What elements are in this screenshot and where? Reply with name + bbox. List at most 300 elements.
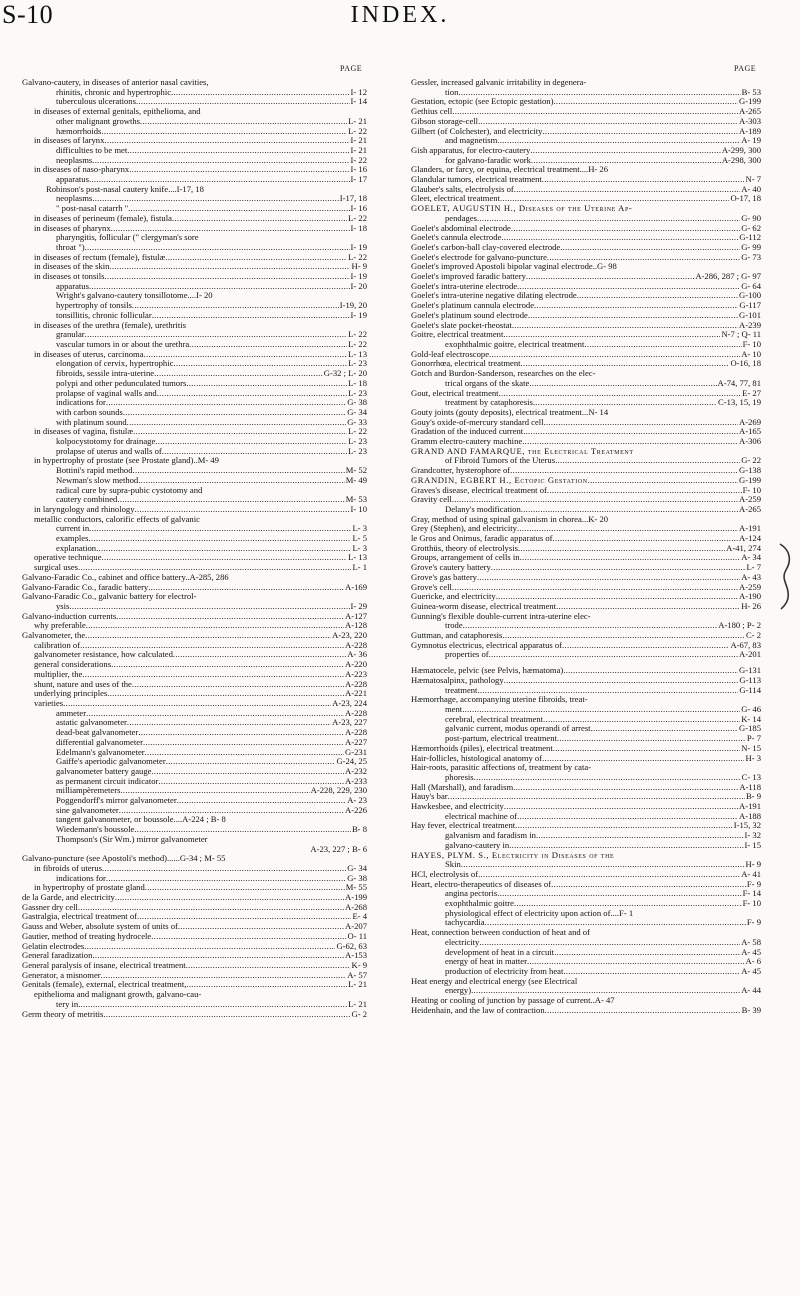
index-entry-text: in fibroids of uterus ..... [34, 864, 367, 873]
index-entry [22, 398, 367, 408]
index-entry-page-ref: C-13, 15, 19 [718, 398, 761, 408]
index-entry [22, 786, 367, 796]
index-entry-text: for galvano-faradic work ..... [445, 156, 761, 165]
index-entry-text: neoplasms ..... [56, 194, 367, 203]
index-entry-text: Galvano-Faradic Co., faradic battery ..... [22, 583, 367, 592]
index-entry-text: Germ theory of metritis ..... [22, 1010, 367, 1019]
index-entry-page-ref: G-101 [739, 310, 761, 320]
index-entry-page-ref: L- 3 [352, 543, 367, 553]
index-entry [22, 854, 367, 864]
index-entry [22, 1000, 367, 1010]
page-title: INDEX. [350, 2, 450, 28]
index-entry-page-ref: B- 9 [745, 792, 761, 802]
index-entry-page-ref: A-191 [739, 802, 761, 812]
right-column-page-label: PAGE [734, 64, 757, 73]
index-entry-page-ref: N- 15 [741, 743, 761, 753]
index-entry [411, 88, 761, 98]
index-entry-page-ref: I- 18 [350, 223, 367, 233]
index-entry-text: Genitals (female), external, electrical treatment, ..... [22, 980, 367, 989]
index-entry [411, 321, 761, 331]
index-entry-text: Hauy's bar ..... [411, 792, 761, 801]
index-entry [411, 369, 761, 379]
index-entry-page-ref: L- 1 [352, 563, 367, 573]
index-entry [411, 831, 761, 841]
index-entry [411, 821, 761, 831]
index-entry-page-ref: I- 19 [350, 242, 367, 252]
index-entry-text: Galvano-Faradic Co., galvanic battery for electrol- [22, 591, 197, 602]
index-entry-text: in diseases of pharynx ..... [34, 224, 367, 233]
index-entry [22, 389, 367, 399]
index-entry-text: Heat energy and electrical energy (see Electrical [411, 975, 578, 986]
index-entry [22, 757, 367, 767]
index-entry-text: Guinea-worm disease, electrical treatment ..... [411, 602, 761, 611]
index-entry-page-ref: G-185 [739, 724, 761, 734]
index-entry [22, 815, 367, 825]
index-entry-text: exophthalmic goitre ..... [445, 899, 761, 908]
index-entry-page-ref: I- 17 [350, 175, 367, 185]
index-entry [411, 715, 761, 725]
index-entry-text: Goitre, electrical treatment ..... [411, 330, 761, 339]
index-entry [411, 695, 761, 705]
index-entry-page-ref: G-113 [739, 675, 761, 685]
index-entry-page-ref: A-190 [739, 592, 761, 602]
index-entry-page-ref: A-221 [345, 689, 367, 699]
index-entry-page-ref: A-169 [345, 582, 367, 592]
index-entry-page-ref: K- 9 [351, 960, 367, 970]
index-entry [411, 724, 761, 734]
index-entry [22, 146, 367, 156]
index-entry-page-ref: A- 58 [741, 937, 761, 947]
index-entry-page-ref: M- 53 [345, 495, 367, 505]
index-entry-text: Gymnotus electricus, electrical apparatus of ..... [411, 641, 761, 650]
index-entry-page-ref: L- 7 [746, 563, 761, 573]
index-entry-text: Gauss and Weber, absolute system of units of ..... [22, 922, 367, 931]
index-entry-text: Heating or cooling of junction by passage of current..A- 47 [411, 995, 615, 1006]
index-entry-text: tachycardia ..... [445, 918, 761, 927]
index-entry-text: Goelet's platinum cannula electrode ..... [411, 301, 761, 310]
index-entry [22, 951, 367, 961]
index-entry-page-ref: L- 21 [348, 116, 367, 126]
index-entry-page-ref: H- 26 [741, 601, 761, 611]
index-entry-text: Grove's cautery battery ..... [411, 563, 761, 572]
index-entry [411, 272, 761, 282]
index-entry-text: Gravity cell ..... [411, 495, 761, 504]
index-entry-text: tery in ..... [56, 1000, 367, 1009]
index-entry [411, 524, 761, 534]
index-entry-page-ref: I- 22 [350, 155, 367, 165]
index-entry-text: tangent galvanometer, or boussole....A-224 ; B- 8 [56, 814, 226, 825]
index-entry-text: difficulties to be met ..... [56, 146, 367, 155]
index-entry [411, 553, 761, 563]
index-entry-text: in diseases of the urethra (female), urethritis [34, 319, 187, 330]
index-entry-text: Grotthüs, theory of electrolysis ..... [411, 544, 761, 553]
index-entry-page-ref: A- 45 [741, 947, 761, 957]
index-entry-page-ref: M- 49 [345, 475, 367, 485]
index-entry-text: indications for ..... [56, 398, 367, 407]
index-entry-page-ref: G- 34 [347, 863, 367, 873]
index-entry-text: current in ..... [56, 524, 367, 533]
index-entry-text: Graves's disease, electrical treatment of ..... [411, 486, 761, 495]
index-entry [22, 922, 367, 932]
index-entry [411, 631, 761, 641]
index-entry-page-ref: F- 10 [742, 485, 761, 495]
index-entry-text: Hair-follicles, histological anatomy of ..... [411, 754, 761, 763]
index-entry [22, 253, 367, 263]
index-entry-page-ref: A-201 [739, 650, 761, 660]
index-entry-page-ref: H- 9 [351, 262, 367, 272]
index-entry-page-ref: A-41, 274 [726, 543, 761, 553]
index-entry [22, 660, 367, 670]
index-entry-page-ref: I- 20 [350, 281, 367, 291]
index-entry [22, 612, 367, 622]
index-entry [411, 957, 761, 967]
index-entry [411, 948, 761, 958]
index-entry-text: Gaiffe's aperiodic galvanometer ..... [56, 757, 367, 766]
index-entry [411, 977, 761, 987]
index-entry-page-ref: A-228, 229, 230 [310, 786, 367, 796]
index-entry-text: Skin ..... [445, 860, 761, 869]
index-entry-text: Guericke, and electricity ..... [411, 592, 761, 601]
index-entry-text: pendages ..... [445, 214, 761, 223]
index-entry [411, 97, 761, 107]
index-entry-page-ref: G-131 [739, 666, 761, 676]
index-entry [411, 544, 761, 554]
index-entry-text: polypi and other pedunculated tumors ..... [56, 379, 367, 388]
index-entry [22, 204, 367, 214]
index-entry-page-ref: F- 10 [742, 339, 761, 349]
index-entry [22, 990, 367, 1000]
index-entry-text: development of heat in a circuit ..... [445, 948, 761, 957]
index-entry-page-ref: G-138 [739, 466, 761, 476]
index-entry-page-ref: A- 19 [741, 136, 761, 146]
index-entry-text: Hæmatosalpinx, pathology ..... [411, 676, 761, 685]
index-entry-text: Newman's slow method ..... [56, 476, 367, 485]
index-entry-page-ref: A-259 [739, 495, 761, 505]
index-entry-text: Gilbert (of Colchester), and electricity ..... [411, 127, 761, 136]
index-entry [22, 243, 367, 253]
index-entry-text: Gonorrhœa, electrical treatment ..... [411, 359, 761, 368]
index-entry-text: metallic conductors, calorific effects of galvanic [34, 513, 200, 524]
index-entry-text: galvano-cautery in ..... [445, 841, 761, 850]
index-entry-page-ref: G-112 [739, 233, 761, 243]
index-entry-text: Hawkesbee, and electricity ..... [411, 802, 761, 811]
index-entry [22, 748, 367, 758]
index-entry-text: in diseases of vagina, fistulæ ..... [34, 427, 367, 436]
index-entry-text: GRANDIN, EGBERT H., Ectopic Gestation ..... [411, 476, 761, 485]
index-entry-page-ref: C- 2 [745, 631, 761, 641]
index-entry-page-ref: A-228 [345, 679, 367, 689]
index-entry-text: Hæmorrhage, accompanying uterine fibroids, treat- [411, 694, 588, 705]
index-entry-page-ref: O-17, 18 [730, 194, 761, 204]
index-entry-page-ref: I- 21 [350, 145, 367, 155]
index-entry-text: Heat, connection between conduction of heat and of [411, 927, 590, 938]
index-entry-text: Goelet's cannula electrode ..... [411, 233, 761, 242]
index-entry-text: elongation of cervix, hypertrophic ..... [56, 359, 367, 368]
index-entry [411, 889, 761, 899]
index-entry-page-ref: L- 3 [352, 524, 367, 534]
index-entry-page-ref: A-128 [345, 621, 367, 631]
index-entry [411, 909, 761, 919]
index-entry-page-ref: G- 33 [347, 417, 367, 427]
index-entry [411, 792, 761, 802]
index-entry-text: Galvano-induction currents ..... [22, 612, 367, 621]
index-entry-text: treatment ..... [445, 686, 761, 695]
index-entry-page-ref: A- 44 [741, 986, 761, 996]
index-entry-text: neoplasms ..... [56, 156, 367, 165]
index-entry-text: with carbon sounds ..... [56, 408, 367, 417]
index-entry-text: tonsillitis, chronic follicular ..... [56, 311, 367, 320]
margin-pencil-mark [778, 540, 794, 610]
index-entry [22, 418, 367, 428]
index-entry-page-ref: G-199 [739, 475, 761, 485]
index-entry [22, 156, 367, 166]
index-entry-text: Gunning's flexible double-current intra-uterine elec- [411, 610, 591, 621]
index-entry-text: Galvanometer, the ..... [22, 631, 367, 640]
index-entry [411, 860, 761, 870]
index-entry-page-ref: L- 21 [348, 999, 367, 1009]
index-entry-text: rhinitis, chronic and hypertrophic ..... [56, 88, 367, 97]
index-entry [411, 851, 761, 861]
index-entry-page-ref: F- 14 [742, 889, 761, 899]
index-entry-page-ref: A-306 [739, 437, 761, 447]
index-entry [22, 961, 367, 971]
index-entry [411, 107, 761, 117]
index-entry-page-ref: I-15, 32 [733, 821, 761, 831]
index-entry-page-ref: L- 5 [352, 534, 367, 544]
index-entry-text: Wright's galvano-cautery tonsillotome....I- 20 [56, 290, 213, 301]
index-entry-text: Heidenhain, and the law of contraction ..... [411, 1006, 761, 1015]
index-entry [411, 146, 761, 156]
index-entry-text: Goelet's electrode for galvano-puncture ..... [411, 253, 761, 262]
index-entry-text: Goelet's intra-uterine electrode ..... [411, 282, 761, 291]
index-entry-page-ref: A-67, 83 [730, 640, 761, 650]
index-entry [411, 175, 761, 185]
index-entry-text: prolapse of uterus and walls of ..... [56, 447, 367, 456]
index-entry-page-ref: A- 23 [347, 796, 367, 806]
index-entry [22, 233, 367, 243]
index-entry-text: sine galvanometer ..... [56, 806, 367, 815]
index-entry-text: Glauber's salts, electrolysis of ..... [411, 185, 761, 194]
index-entry [22, 942, 367, 952]
index-entry [411, 621, 761, 631]
index-entry-text: calibration of ..... [34, 641, 367, 650]
index-entry-text: Gotch and Burdon-Sanderson, researches on the elec- [411, 368, 596, 379]
index-entry [22, 718, 367, 728]
index-entry-text: Glanders, or farcy, or equina, electrical treatment....H- 26 [411, 164, 609, 175]
index-entry-page-ref: A-232 [345, 766, 367, 776]
page-header [0, 0, 800, 40]
index-entry-page-ref: G- 2 [351, 1009, 367, 1019]
index-entry-text: Gray, method of using spinal galvanism in chorea...K- 20 [411, 513, 609, 524]
index-entry [22, 670, 367, 680]
index-entry [411, 185, 761, 195]
index-entry [411, 928, 761, 938]
index-entry-page-ref: A-191 [739, 524, 761, 534]
index-entry-page-ref: G- 99 [741, 242, 761, 252]
index-entry-text: Robinson's post-nasal cautery knife....I-17, 18 [46, 183, 204, 194]
index-entry-page-ref: A-23, 227 [332, 718, 367, 728]
index-entry-text: vascular tumors in or about the urethra ..... [56, 340, 367, 349]
index-entry [22, 262, 367, 272]
index-entry-text: tion ..... [445, 88, 761, 97]
index-entry [22, 796, 367, 806]
index-entry [411, 802, 761, 812]
index-entry-page-ref: H- 9 [745, 860, 761, 870]
index-entry [22, 709, 367, 719]
index-entry-text: Gold-leaf electroscope ..... [411, 350, 761, 359]
index-entry-text: phoresis ..... [445, 773, 761, 782]
index-entry [22, 340, 367, 350]
index-entry-text: Hair-roots, parasitic affections of, treatment by cata- [411, 762, 592, 773]
index-entry [411, 311, 761, 321]
index-entry-text: throat ") ..... [56, 243, 367, 252]
index-entry-text: galvanometer battery gauge ..... [56, 767, 367, 776]
index-entry [411, 447, 761, 457]
index-entry [22, 272, 367, 282]
index-entry-page-ref: M- 52 [345, 466, 367, 476]
index-entry [411, 301, 761, 311]
index-entry-text: Generator, a misnomer ..... [22, 971, 367, 980]
index-entry [22, 301, 367, 311]
index-entry-page-ref: A-180 ; P- 2 [718, 621, 761, 631]
index-entry-page-ref: I- 21 [350, 136, 367, 146]
index-entry-page-ref: A- 10 [741, 349, 761, 359]
index-entry-text: apparatus ..... [56, 175, 367, 184]
index-entry-text: indications for ..... [56, 874, 367, 883]
index-entry-text: prolapse of vaginal walls and ..... [56, 389, 367, 398]
index-entry [22, 107, 367, 117]
index-entry-page-ref: G-199 [739, 97, 761, 107]
index-entry [22, 689, 367, 699]
index-entry-text: other malignant growths ..... [56, 117, 367, 126]
index-entry [411, 224, 761, 234]
index-entry [411, 427, 761, 437]
index-entry [22, 117, 367, 127]
index-entry-text: in diseases ot tonsils ..... [34, 272, 367, 281]
index-entry-page-ref: L- 22 [348, 339, 367, 349]
index-entry-page-ref: A-286, 287 ; G- 97 [695, 272, 761, 282]
index-entry [22, 903, 367, 913]
index-entry [22, 932, 367, 942]
index-entry [22, 621, 367, 631]
index-entry-page-ref: A- 34 [741, 553, 761, 563]
index-entry-page-ref: A-265 [739, 504, 761, 514]
index-entry [22, 534, 367, 544]
index-entry-text: Gastralgia, electrical treatment of ..... [22, 912, 367, 921]
index-entry-page-ref: I- 19 [350, 272, 367, 282]
index-entry-page-ref: A-220 [345, 660, 367, 670]
index-entry-text: in hypertrophy of prostate (see Prostate gland)..M- 49 [34, 455, 219, 466]
index-entry-page-ref: G- 64 [741, 281, 761, 291]
index-entry-page-ref: A-74, 77, 81 [717, 378, 761, 388]
index-entry-page-ref: L- 13 [348, 349, 367, 359]
index-entry-text: properties of ..... [445, 650, 761, 659]
index-entry-text: HCl, electrolysis of ..... [411, 870, 761, 879]
index-entry [411, 650, 761, 660]
index-entry-page-ref: A-23, 224 [332, 699, 367, 708]
index-entry-page-ref: G-32 ; L- 20 [323, 369, 367, 379]
index-entry-text: Gradation of the induced current ..... [411, 427, 761, 436]
index-entry-text: treatment by cataphoresis ..... [445, 398, 761, 407]
index-entry [411, 78, 761, 88]
index-entry [22, 427, 367, 437]
index-entry-text: tuberculous ulcerations ..... [56, 97, 367, 106]
index-entry [22, 214, 367, 224]
index-entry-text: Gethius cell ..... [411, 107, 761, 116]
index-entry [411, 641, 761, 651]
index-entry [411, 592, 761, 602]
index-entry-page-ref: G- 38 [347, 873, 367, 883]
index-entry-text: cerebral, electrical treatment ..... [445, 715, 761, 724]
index-entry [411, 1006, 761, 1016]
index-entry-page-ref: A-207 [345, 922, 367, 932]
index-entry-text: as permanent circuit indicator ..... [56, 777, 367, 786]
index-entry [411, 666, 761, 676]
index-entry [22, 883, 367, 893]
index-entry-text: Goelet's improved faradic battery ..... [411, 272, 761, 281]
index-entry-text: Bottini's rapid method ..... [56, 466, 367, 475]
index-entry-page-ref: A-23, 220 [332, 631, 367, 641]
index-entry-page-ref: A-189 [739, 126, 761, 136]
index-entry-text: Hall (Marshall), and faradism ..... [411, 783, 761, 792]
index-entry-text: Grove's gas battery ..... [411, 573, 761, 582]
index-entry-text: Grey (Stephen), and electricity ..... [411, 524, 761, 533]
index-entry-page-ref: L- 13 [348, 553, 367, 563]
index-entry-text: Thompson's (Sir Wm.) mirror galvanometer [56, 833, 208, 844]
index-entry-text: varieties ..... [34, 699, 367, 708]
index-entry-page-ref: L- 22 [348, 126, 367, 136]
index-entry [411, 379, 761, 389]
index-entry-page-ref: G- 22 [741, 456, 761, 466]
index-entry-text: Hæmatocele, pelvic (see Pelvis, hæmatoma) ..... [411, 666, 761, 675]
index-entry-text: trode ..... [445, 621, 761, 630]
index-entry-page-ref: A-226 [345, 805, 367, 815]
index-entry [22, 602, 367, 612]
index-entry [22, 456, 367, 466]
index-entry [411, 466, 761, 476]
index-entry-text: de la Garde, and electricity ..... [22, 893, 367, 902]
index-entry-page-ref: G-100 [739, 291, 761, 301]
index-entry-page-ref: A- 45 [741, 966, 761, 976]
index-entry-text: le Gros and Onimus, faradic apparatus of ..... [411, 534, 761, 543]
index-entry-page-ref: B- 8 [351, 825, 367, 835]
index-entry [22, 699, 367, 709]
index-entry-text: energy of heat in matter ..... [445, 957, 761, 966]
index-entry-text: physiological effect of electricity upon action of....F- 1 [445, 907, 634, 918]
index-entry-text: Gelatin electrodes ..... [22, 942, 367, 951]
index-entry-page-ref: E- 4 [352, 912, 367, 922]
index-entry-page-ref: A-165 [739, 427, 761, 437]
index-entry [22, 486, 367, 496]
index-entry [22, 321, 367, 331]
index-entry-page-ref: I- 16 [350, 165, 367, 175]
index-entry [22, 650, 367, 660]
index-entry-page-ref: A- 57 [347, 970, 367, 980]
index-entry-page-ref: L- 21 [348, 980, 367, 990]
index-entry-page-ref: A-118 [739, 782, 761, 792]
index-entry-page-ref: I-17, 18 [339, 194, 367, 204]
index-entry [22, 553, 367, 563]
index-entry [22, 291, 367, 301]
index-entry-text: Goelet's intra-uterine negative dilating electrode ..... [411, 291, 761, 300]
index-entry-page-ref: M- 55 [345, 883, 367, 893]
index-entry-page-ref: I- 16 [350, 204, 367, 214]
index-entry-text: ment ..... [445, 705, 761, 714]
index-entry [411, 773, 761, 783]
index-entry [22, 437, 367, 447]
index-entry-page-ref: F- 9 [746, 879, 761, 889]
index-entry-text: Gout, electrical treatment ..... [411, 389, 761, 398]
